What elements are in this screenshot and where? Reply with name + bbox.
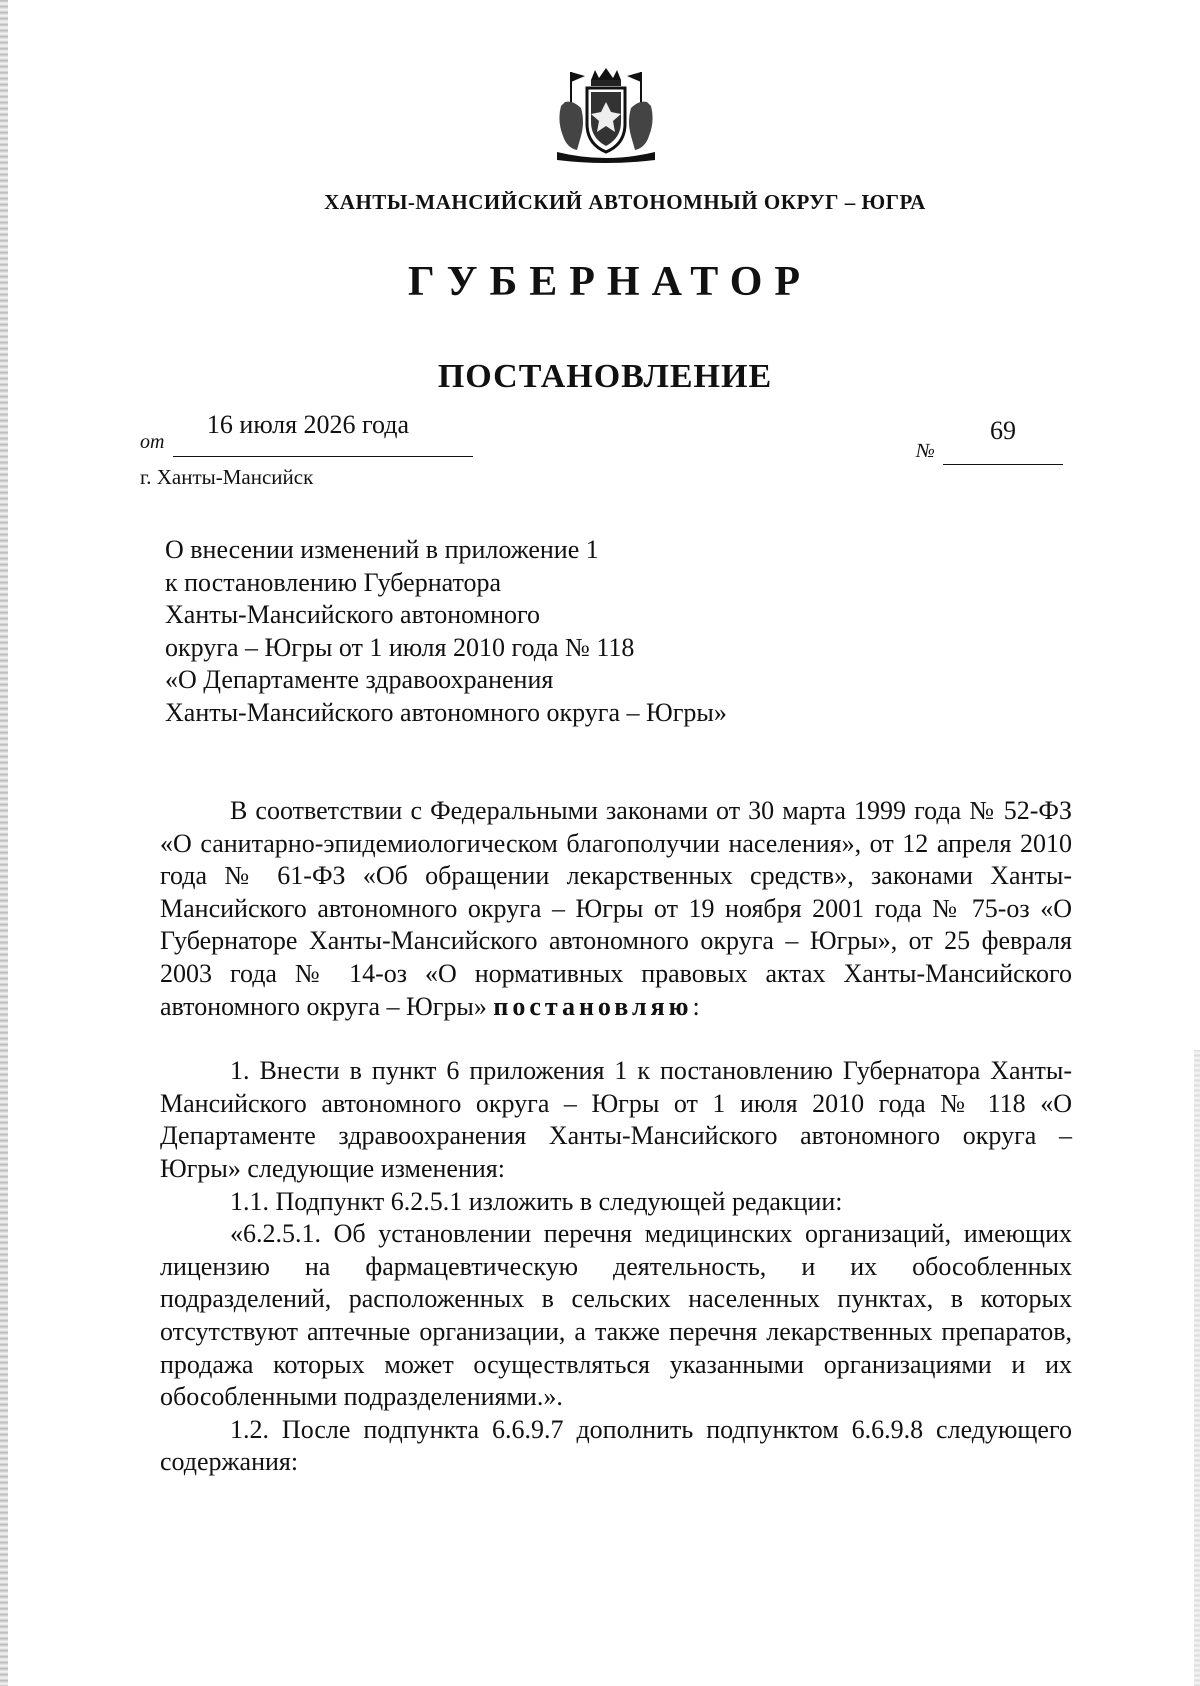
date-prefix: от <box>140 431 165 453</box>
document-body <box>160 795 1072 1479</box>
decree-colon: : <box>692 991 700 1021</box>
subject-line: О внесении изменений в приложение 1 <box>165 535 599 564</box>
item-1: 1. Внести в пункт 6 приложения 1 к постановлению Губернатора Ханты-Мансийского автономного округа – Югры от 1 июля 2010 года № 118 «О Департаменте здравоохранения Ханты-Мансийского автономного округа – Югры» следующие изменения: <box>160 1056 1072 1183</box>
subject-line: округа – Югры от 1 июля 2010 года № 118 <box>165 632 635 662</box>
city: г. Ханты-Мансийск <box>140 465 314 489</box>
subject-line: к постановлению Губернатора <box>165 567 502 597</box>
document-number: 69 <box>990 416 1016 445</box>
item-1-1: 1.1. Подпункт 6.2.5.1 изложить в следующей редакции: <box>230 1186 843 1216</box>
item-1-1-text: «6.2.5.1. Об установлении перечня медицинских организаций, имеющих лицензию на фармацевтическую деятельность, и их обособленных подразделений, расположенных в сельских населенных пунктах, в которых отсутствуют аптечные организации, а также перечня лекарственных препаратов, продажа которых может осуществляться указанными организациями и их обособленными подразделениями.». <box>160 1219 1072 1412</box>
date-underline <box>173 456 473 457</box>
coat-of-arms-emblem <box>551 66 661 166</box>
subject-line: «О Департаменте здравоохранения <box>165 665 554 694</box>
subject-line: Ханты-Мансийского автономного <box>165 600 541 629</box>
document-subject <box>165 534 865 729</box>
subject-line: Ханты-Мансийского автономного округа – Югры» <box>165 697 727 727</box>
document-type: ПОСТАНОВЛЕНИЕ <box>437 358 773 395</box>
document-date: 16 июля 2026 года <box>206 410 410 439</box>
item-1-2: 1.2. После подпункта 6.6.9.7 дополнить подпунктом 6.6.9.8 следующего содержания: <box>160 1414 1072 1477</box>
scan-edge-left <box>0 0 8 1686</box>
decree-word: постановляю <box>493 991 693 1021</box>
authority-title: ГУБЕРНАТОР <box>407 259 813 305</box>
preamble-text: В соответствии с Федеральными законами от 30 марта 1999 года № 52-ФЗ «О санитарно-эпидемиологическом благополучии населения», от 12 апреля 2010 года № 61-ФЗ «Об обращении лекарственных средств», законами Ханты-Мансийского автономного округа – Югры от 19 ноября 2001 года № 75-оз «О Губернаторе Ханты-Мансийского автономного округа – Югры», от 25 февраля 2003 года № 14-оз «О нормативных правовых актах Ханты-Мансийского автономного округа – Югры» <box>160 796 1072 1021</box>
number-prefix: № <box>916 440 935 462</box>
region-title: ХАНТЫ-МАНСИЙСКИЙ АВТОНОМНЫЙ ОКРУГ – ЮГРА <box>324 190 926 214</box>
scan-edge-right <box>1194 1050 1200 1686</box>
number-underline <box>943 464 1063 465</box>
preamble-paragraph <box>160 795 1072 1023</box>
